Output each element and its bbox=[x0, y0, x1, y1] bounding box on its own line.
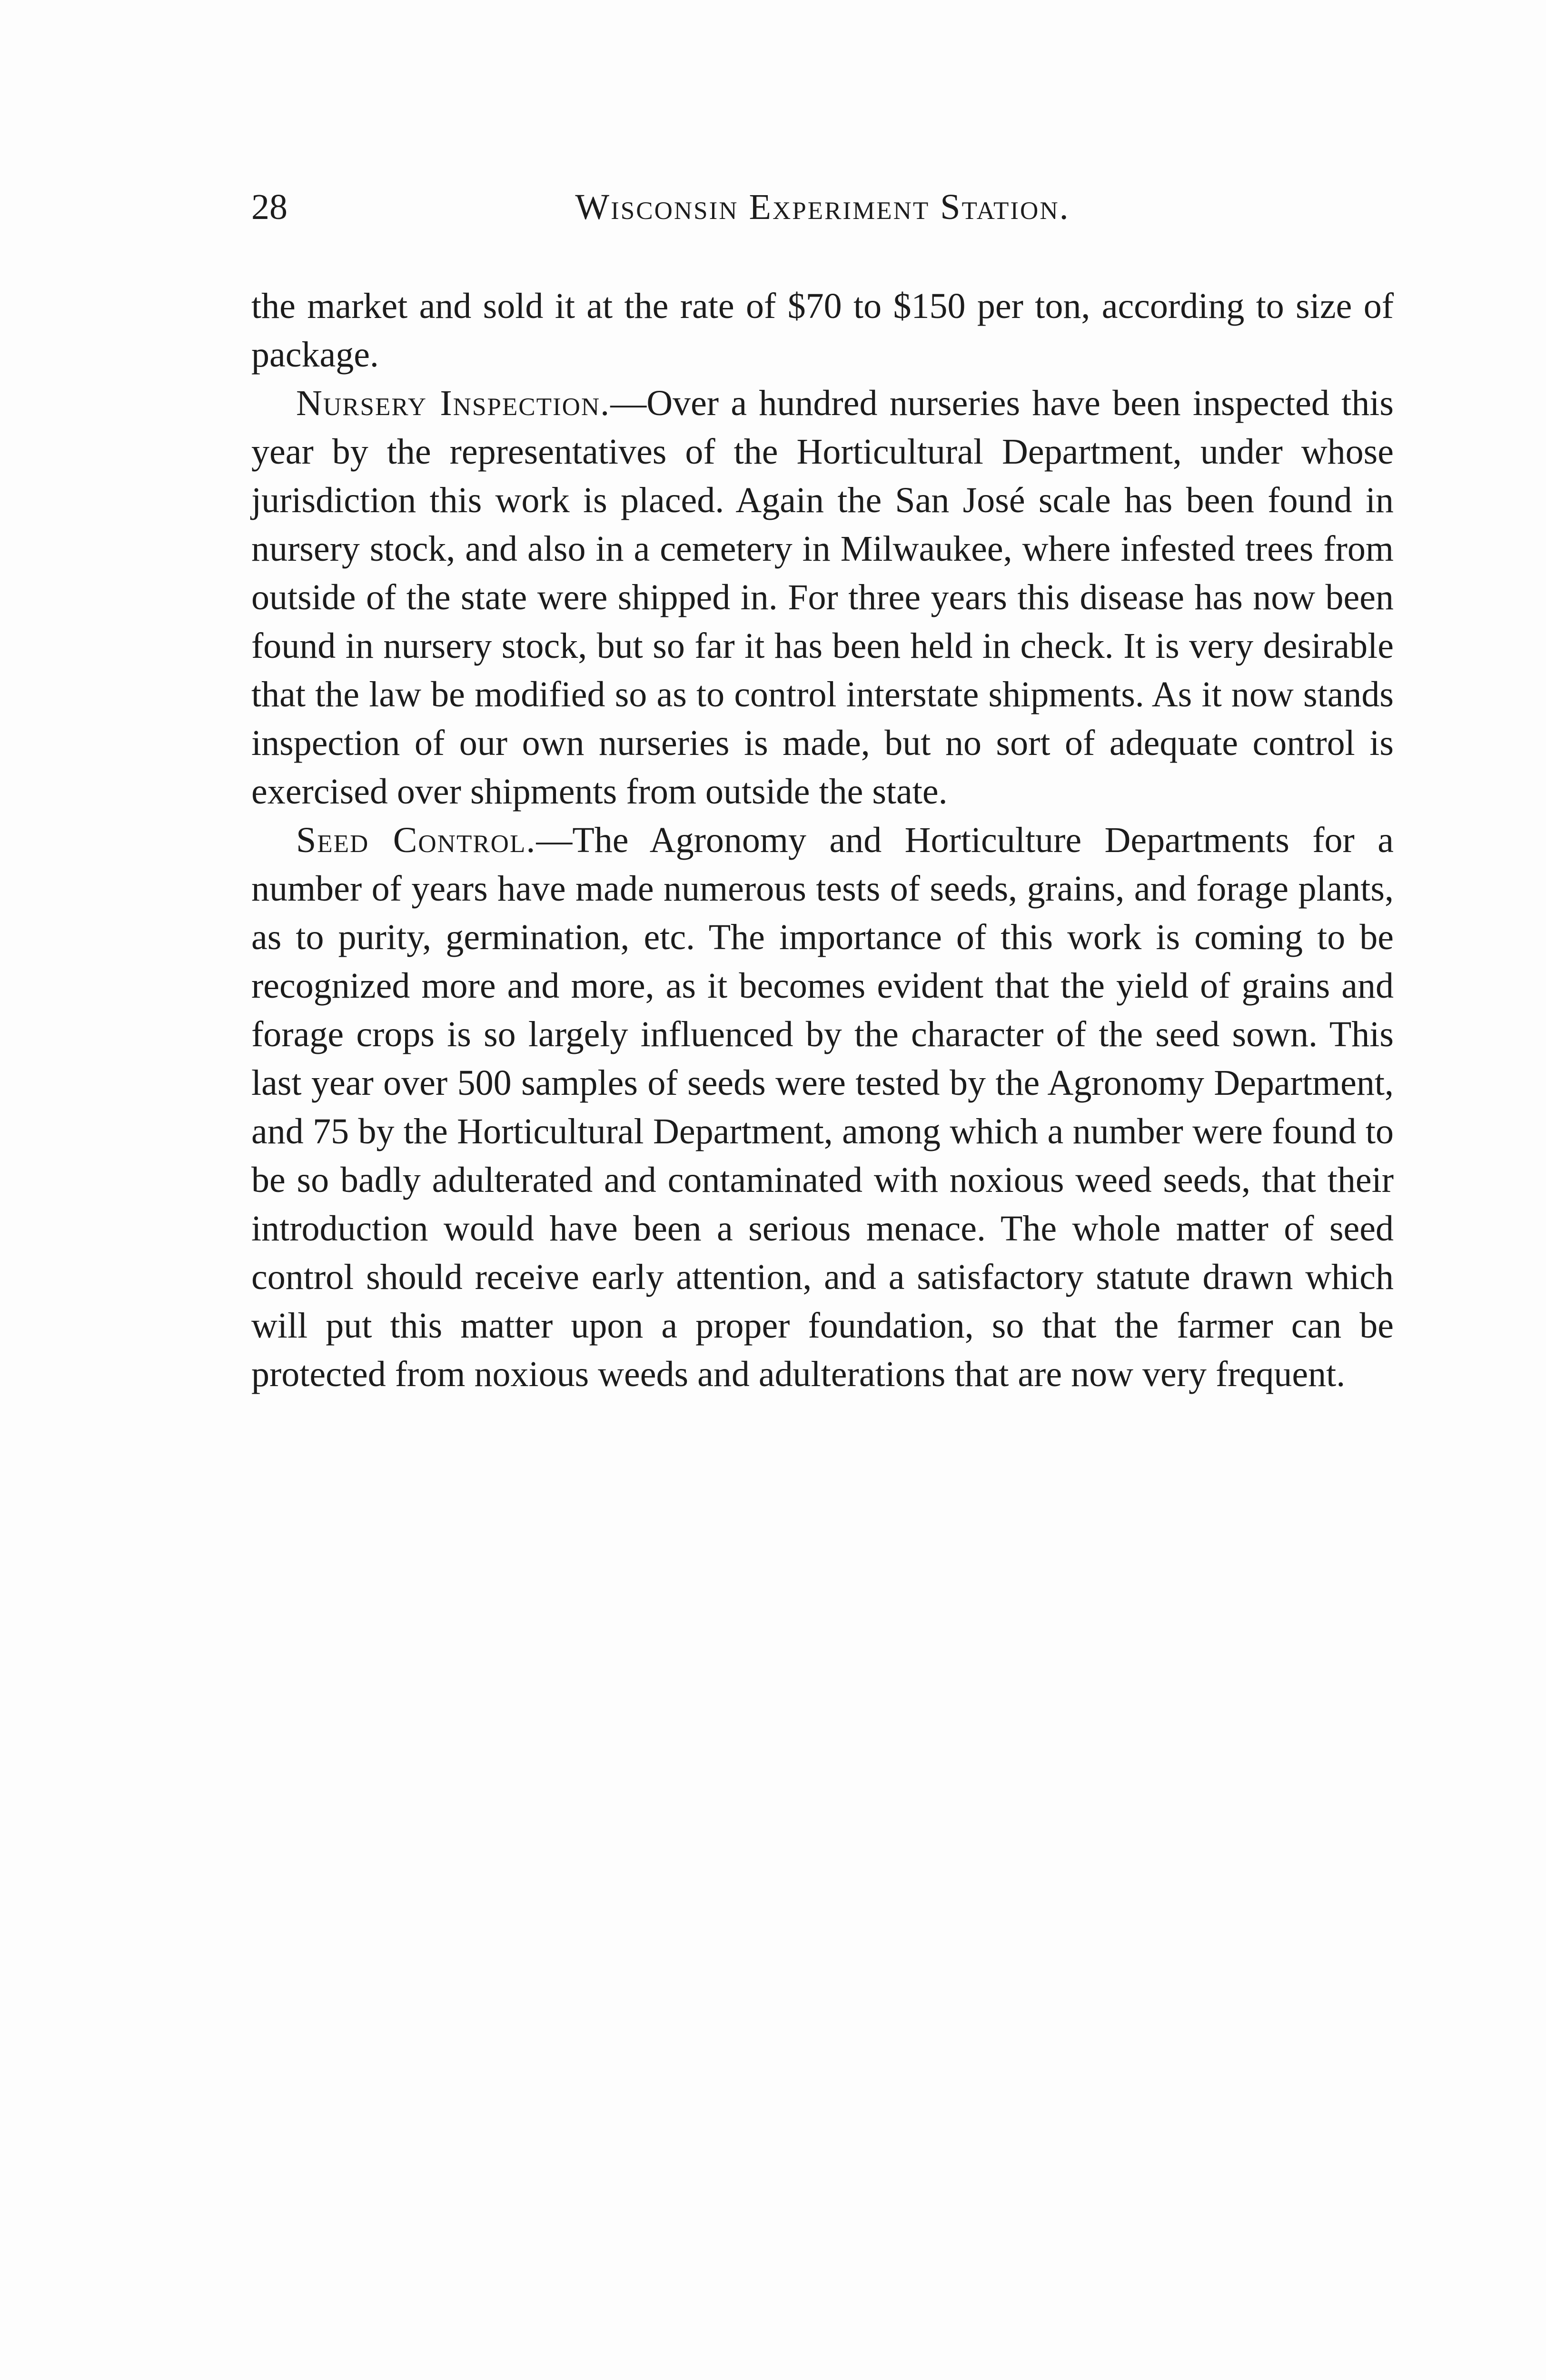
paragraph-seed-control bbox=[251, 816, 1394, 1398]
running-head bbox=[251, 181, 1394, 233]
section-heading-nursery-inspection: Nursery Inspection. bbox=[296, 383, 611, 423]
paragraph-text: the market and sold it at the rate of $70 to $150 per ton, according to size of package. bbox=[251, 286, 1394, 375]
paragraph-nursery-inspection bbox=[251, 379, 1394, 816]
paragraph-text: —The Agronomy and Horticulture Departments for a number of years have made numerous tests of seeds, grains, and forage plants, as to purity, germination, etc. The importance of this work is coming to be recognized more and more, as it becomes evident that the yield of grains and forage crops is so largely influenced by the character of the seed sown. This last year over 500 samples of seeds were tested by the Agronomy Department, and 75 by the Horticultural Department, among which a number were found to be so badly adulterated and contaminated with noxious weed seeds, that their introduction would have been a serious menace. The whole matter of seed control should receive early attention, and a satisfactory statute drawn which will put this matter upon a proper foundation, so that the farmer can be protected from noxious weeds and adulterations that are now very frequent. bbox=[251, 820, 1394, 1394]
section-heading-seed-control: Seed Control. bbox=[296, 820, 536, 860]
page-number: 28 bbox=[251, 187, 287, 227]
body-text bbox=[251, 282, 1394, 1398]
paragraph-continuation bbox=[251, 282, 1394, 379]
paragraph-text: —Over a hundred nurseries have been inspected this year by the representatives of the Horticultural Department, under whose jurisdiction this work is placed. Again the San José scale has been found in nursery stock, and also in a cemetery in Milwaukee, where infested trees from outside of the state were shipped in. For three years this disease has now been found in nursery stock, but so far it has been held in check. It is very desirable that the law be modified so as to control interstate shipments. As it now stands inspection of our own nurseries is made, but no sort of adequate control is exercised over shipments from outside the state. bbox=[251, 383, 1394, 812]
running-title: Wisconsin Experiment Station. bbox=[575, 187, 1070, 227]
